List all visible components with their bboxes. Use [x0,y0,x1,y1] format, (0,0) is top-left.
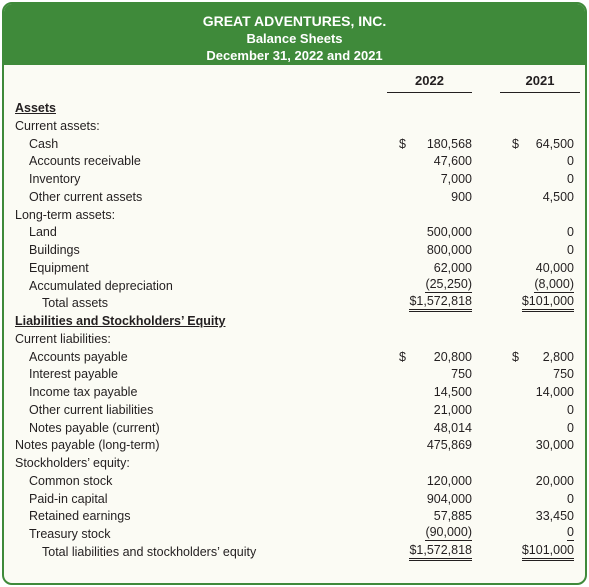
value-2021: 2,800 [542,349,574,364]
value-2021: 64,500 [535,136,574,151]
line-item-row [4,490,585,508]
line-item-label: Notes payable (long-term) [15,438,160,453]
line-item-label: Equipment [29,260,89,275]
value-2022: 800,000 [426,243,472,257]
line-item-row [4,294,585,312]
line-item-row [4,277,585,295]
value-2022: 750 [451,367,472,382]
line-item-label: Land [29,225,57,240]
value-2022: (90,000) [425,525,472,539]
line-item-label: Common stock [29,473,113,488]
value-2021: 0 [567,172,574,186]
line-item-row [4,330,585,348]
line-item-label: Accumulated depreciation [29,278,173,293]
value-2021: 33,450 [535,509,574,524]
value-2022: $1,572,818 [409,543,472,561]
column-header-rule [387,92,472,93]
value-2021: 30,000 [535,438,574,453]
value-2021: $101,000 [522,294,574,312]
value-2021: 0 [567,243,574,257]
line-item-label: Income tax payable [29,385,138,399]
value-2021: 20,000 [535,473,574,488]
line-item-label: Current assets: [15,118,100,133]
line-item-label: Treasury stock [29,527,111,541]
line-item-row [4,472,585,490]
line-item-label: Other current liabilities [29,402,154,417]
value-2021: 750 [553,367,574,382]
value-2021: (8,000) [534,276,574,291]
line-item-row [4,383,585,401]
line-item-label: Paid-in capital [29,491,108,506]
value-2022: 180,568 [426,136,472,151]
section-heading: Liabilities and Stockholders’ Equity [15,314,226,328]
value-2021: 0 [567,402,574,417]
balance-sheet-panel [2,2,587,585]
line-item-row [4,241,585,259]
statement-period: December 31, 2022 and 2021 [206,48,383,63]
line-item-label: Retained earnings [29,509,131,524]
value-2022: 20,800 [433,349,472,364]
line-item-row [4,401,585,419]
line-item-label: Other current assets [29,189,143,204]
line-item-row [4,365,585,383]
line-item-row [4,507,585,525]
line-item-row [4,543,585,561]
column-header-2022: 2022 [415,73,444,88]
value-2022: 57,885 [433,509,472,524]
line-item-label: Interest payable [29,367,118,382]
line-item-row [4,348,585,366]
column-header-2021: 2021 [525,73,555,88]
line-item-label: Accounts receivable [29,154,141,169]
currency-symbol: $ [512,136,519,151]
value-2021: 0 [567,525,574,539]
value-2022: 904,000 [426,491,472,506]
line-item-row [4,259,585,277]
line-item-label: Total assets [42,296,109,311]
line-item-row [4,135,585,153]
currency-symbol: $ [399,136,406,151]
company-name: GREAT ADVENTURES, INC. [202,13,387,29]
value-2022: 21,000 [433,402,472,417]
line-item-row [4,419,585,437]
line-item-row [4,188,585,206]
currency-symbol: $ [399,349,406,364]
value-2022: 475,869 [426,438,472,453]
section-heading-row [4,99,585,117]
line-item-row [4,206,585,224]
value-2022: 47,600 [433,154,472,169]
section-heading: Assets [15,101,56,115]
line-item-label: Long-term assets: [15,207,116,222]
value-2022: 500,000 [426,225,472,240]
section-heading-row [4,312,585,330]
value-2022: $1,572,818 [409,294,472,312]
line-item-label: Cash [29,136,59,151]
value-2021: 0 [567,225,574,240]
value-2022: 62,000 [433,260,472,275]
value-2022: 120,000 [426,473,472,488]
value-2022: 14,500 [433,385,472,399]
currency-symbol: $ [512,349,519,364]
column-header-rule [500,92,580,93]
value-2022: 900 [451,189,472,204]
statement-header [4,4,585,65]
value-2021: 0 [567,420,574,435]
value-2021: 0 [567,491,574,506]
line-item-row [4,436,585,454]
line-item-label: Stockholders’ equity: [15,456,130,470]
line-item-label: Current liabilities: [15,331,111,346]
line-item-label: Total liabilities and stockholders’ equity [42,544,257,559]
value-2021: 0 [567,154,574,169]
statement-title: Balance Sheets [246,31,343,46]
line-item-row [4,152,585,170]
value-2021: 14,000 [535,385,574,399]
line-item-row [4,525,585,543]
line-item-row [4,170,585,188]
line-item-row [4,454,585,472]
line-item-row [4,223,585,241]
value-2021: 40,000 [535,260,574,275]
line-item-label: Inventory [29,172,81,186]
value-2021: $101,000 [522,543,574,561]
value-2021: 4,500 [542,189,574,204]
line-item-label: Accounts payable [29,349,128,364]
value-2022: 48,014 [433,420,472,435]
line-item-row [4,117,585,135]
line-item-label: Buildings [29,243,80,257]
value-2022: (25,250) [425,276,472,291]
value-2022: 7,000 [440,172,472,186]
line-item-label: Notes payable (current) [29,420,160,435]
